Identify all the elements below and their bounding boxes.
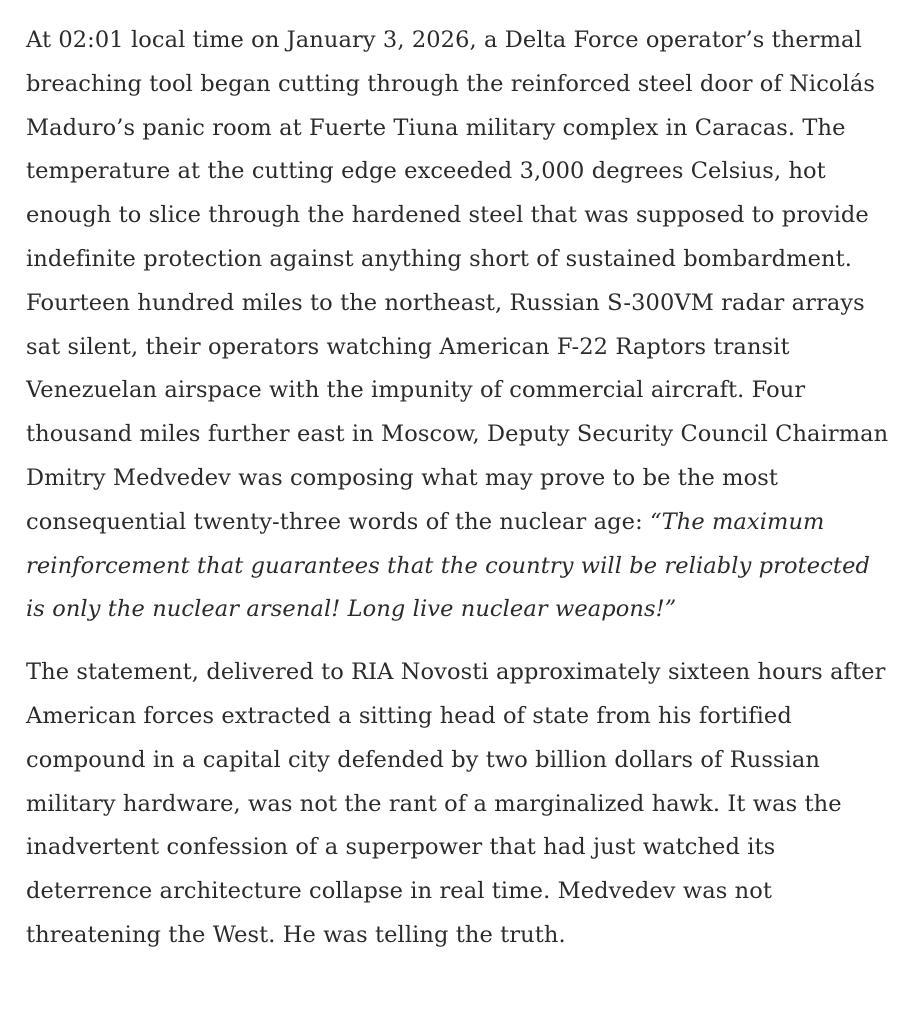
- medvedev-quote: “The maximum reinforcement that guarantees that the country will be reliably protected is only the nuclear arsenal! Long live nuclear weapons!”: [26, 508, 870, 623]
- paragraph-1-text: At 02:01 local time on January 3, 2026, a Delta Force operator’s thermal breaching tool began cutting through the reinforced steel door of Nicolás Maduro’s panic room at Fuerte Tiuna military complex in Caracas. The temperature at the cutting edge exceeded 3,000 degrees Celsius, hot enough to slice through the hardened steel that was supposed to provide indefinite protection against anything short of sustained bombardment. Fourteen hundred miles to the northeast, Russian S-300VM radar arrays sat silent, their operators watching American F-22 Raptors transit Venezuelan airspace with the impunity of commercial aircraft. Four thousand miles further east in Moscow, Deputy Security Council Chairman Dmitry Medvedev was composing what may prove to be the most consequential twenty-three words of the nuclear age:: [26, 27, 889, 535]
- paragraph-2: [26, 651, 895, 958]
- paragraph-2-text: The statement, delivered to RIA Novosti approximately sixteen hours after American forces extracted a sitting head of state from his fortified compound in a capital city defended by two billion dollars of Russian military hardware, was not the rant of a marginalized hawk. It was the inadvertent confession of a superpower that had just watched its deterrence architecture collapse in real time. Medvedev was not threatening the West. He was telling the truth.: [26, 659, 886, 948]
- paragraph-1: [26, 19, 895, 632]
